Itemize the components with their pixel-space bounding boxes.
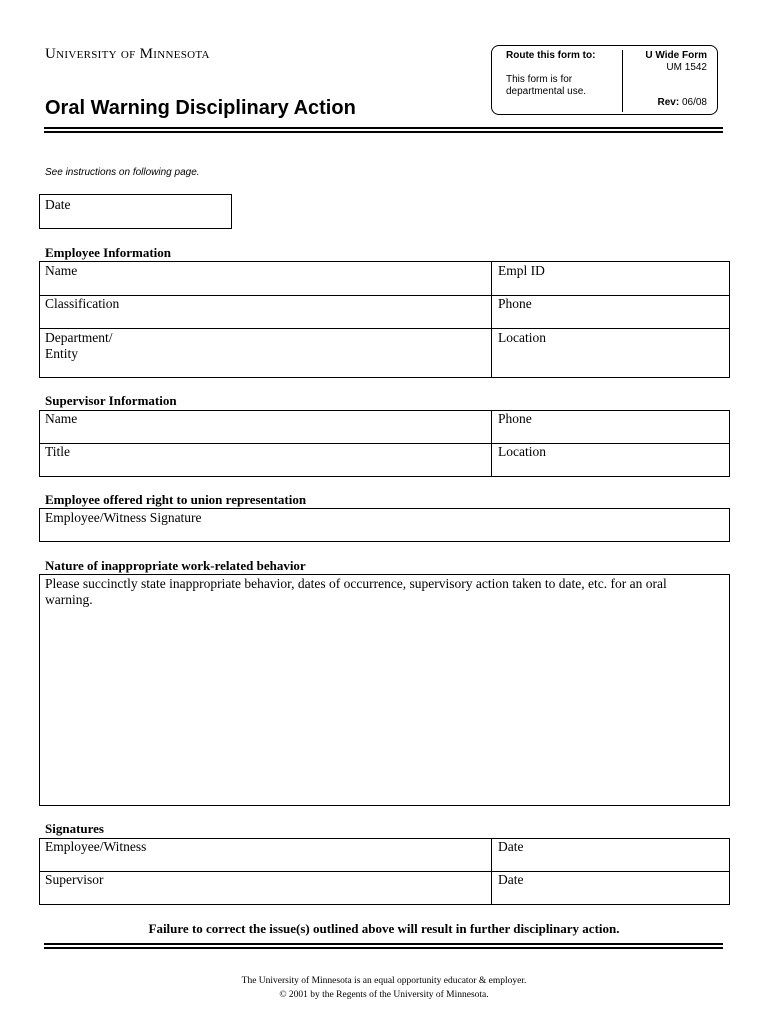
employee-name-field[interactable]: Name [45,263,78,278]
row-divider [40,295,729,296]
row-divider [40,871,729,872]
header-rule-top [44,127,723,129]
form-number: UM 1542 [666,62,707,73]
supervisor-name-field[interactable]: Name [45,411,78,426]
instructions-note: See instructions on following page. [45,167,200,178]
behavior-textarea[interactable] [39,574,730,806]
footer-rule-top [44,943,723,945]
revision [627,97,707,108]
supervisor-table [39,410,730,477]
closing-statement: Failure to correct the issue(s) outlined above will result in further disciplinary action. [148,921,620,936]
row-divider [40,443,729,444]
employee-witness-date-field[interactable]: Date [498,839,524,854]
employee-witness-signature-field[interactable]: Employee/Witness [45,839,147,854]
employee-entity-label: Entity [45,346,78,361]
supervisor-location-field[interactable]: Location [498,444,546,459]
form-title: Oral Warning Disciplinary Action [45,97,356,119]
route-box-divider [622,50,623,112]
supervisor-signature-field[interactable]: Supervisor [45,872,104,887]
supervisor-title-field[interactable]: Title [45,444,71,459]
column-divider [491,262,492,377]
route-note: This form is for departmental use. [506,74,587,97]
employee-phone-field[interactable]: Phone [498,296,532,311]
employee-department-field[interactable]: Department/ [45,330,113,345]
form-type: U Wide Form [645,50,707,61]
supervisor-section-title: Supervisor Information [45,393,177,408]
header-rule-bottom [44,131,723,133]
behavior-prompt: Please succinctly state inappropriate behavior, dates of occurrence, supervisory action taken to date, etc. for an oral warning. [45,576,667,607]
union-section-title: Employee offered right to union representation [45,492,307,507]
union-signature-label: Employee/Witness Signature [45,510,202,525]
university-name: University of Minnesota [45,46,210,62]
employee-location-field[interactable]: Location [498,330,546,345]
rev-value: 06/08 [681,97,707,108]
signatures-table [39,838,730,905]
row-divider [40,328,729,329]
employee-empl-id-field[interactable]: Empl ID [498,263,545,278]
date-field[interactable] [39,194,232,229]
supervisor-date-field[interactable]: Date [498,872,524,887]
route-heading: Route this form to: [506,50,596,61]
behavior-section-title: Nature of inappropriate work-related behavior [45,558,306,573]
footer-equal-opportunity: The University of Minnesota is an equal opportunity educator & employer. [241,976,527,986]
supervisor-phone-field[interactable]: Phone [498,411,532,426]
date-label: Date [45,197,71,212]
signatures-section-title: Signatures [45,821,104,836]
rev-label: Rev: [657,97,680,108]
employee-section-title: Employee Information [45,245,172,260]
footer-copyright: © 2001 by the Regents of the University of Minnesota. [279,990,489,1000]
employee-classification-field[interactable]: Classification [45,296,120,311]
employee-table [39,261,730,378]
footer-rule-bottom [44,947,723,949]
union-signature-field[interactable] [39,508,730,542]
